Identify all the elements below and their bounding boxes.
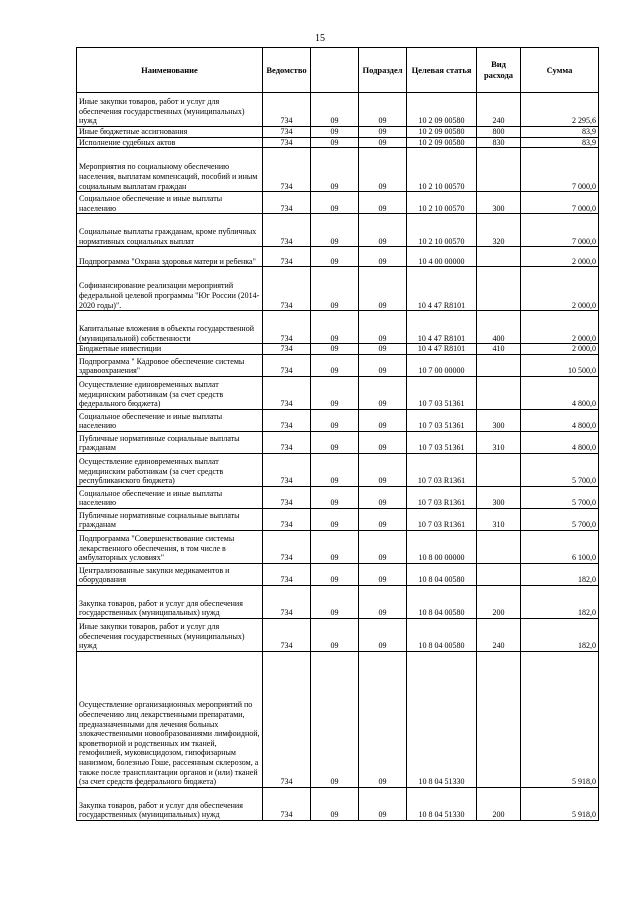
row-section-cell: 09 xyxy=(311,530,359,563)
row-section-cell: 09 xyxy=(311,214,359,247)
row-expense-type-cell: 240 xyxy=(477,93,521,127)
row-subsection-cell: 09 xyxy=(359,787,407,820)
row-section-cell: 09 xyxy=(311,563,359,585)
row-department-cell: 734 xyxy=(263,354,311,376)
table-row xyxy=(77,93,599,127)
row-expense-type-cell xyxy=(477,247,521,267)
table-row xyxy=(77,530,599,563)
table-row xyxy=(77,486,599,508)
row-expense-type-cell xyxy=(477,148,521,192)
header-subsection: Подраздел xyxy=(359,48,407,93)
row-expense-type-cell: 200 xyxy=(477,585,521,618)
row-target-article-cell: 10 7 03 51361 xyxy=(407,431,477,453)
row-subsection-cell: 09 xyxy=(359,651,407,787)
row-subsection-cell: 09 xyxy=(359,453,407,486)
row-target-article-cell: 10 2 10 00570 xyxy=(407,214,477,247)
row-amount-cell: 7 000,0 xyxy=(521,214,599,247)
row-department-cell: 734 xyxy=(263,618,311,651)
header-amount: Сумма xyxy=(521,48,599,93)
row-name-cell: Закупка товаров, работ и услуг для обеспечения государственных (муниципальных) нужд xyxy=(77,787,263,820)
row-department-cell: 734 xyxy=(263,431,311,453)
row-amount-cell: 182,0 xyxy=(521,585,599,618)
row-target-article-cell: 10 2 09 00580 xyxy=(407,127,477,138)
row-department-cell: 734 xyxy=(263,376,311,409)
row-department-cell: 734 xyxy=(263,148,311,192)
row-target-article-cell: 10 7 03 51361 xyxy=(407,409,477,431)
row-target-article-cell: 10 7 03 R1361 xyxy=(407,486,477,508)
row-section-cell: 09 xyxy=(311,148,359,192)
row-subsection-cell: 09 xyxy=(359,127,407,138)
row-section-cell: 09 xyxy=(311,787,359,820)
header-section xyxy=(311,48,359,93)
table-row xyxy=(77,431,599,453)
row-amount-cell: 7 000,0 xyxy=(521,148,599,192)
row-target-article-cell: 10 7 03 R1361 xyxy=(407,453,477,486)
row-amount-cell: 5 918,0 xyxy=(521,651,599,787)
row-target-article-cell: 10 8 04 51330 xyxy=(407,651,477,787)
row-section-cell: 09 xyxy=(311,354,359,376)
row-amount-cell: 5 918,0 xyxy=(521,787,599,820)
row-target-article-cell: 10 8 04 00580 xyxy=(407,563,477,585)
row-amount-cell: 2 295,6 xyxy=(521,93,599,127)
row-target-article-cell: 10 8 00 00000 xyxy=(407,530,477,563)
table-row xyxy=(77,127,599,138)
row-section-cell: 09 xyxy=(311,651,359,787)
row-target-article-cell: 10 2 10 00570 xyxy=(407,148,477,192)
row-subsection-cell: 09 xyxy=(359,344,407,355)
row-target-article-cell: 10 4 47 R8101 xyxy=(407,311,477,344)
row-section-cell: 09 xyxy=(311,431,359,453)
row-amount-cell: 2 000,0 xyxy=(521,267,599,311)
row-name-cell: Бюджетные инвестиции xyxy=(77,344,263,355)
row-name-cell: Социальное обеспечение и иные выплаты населению xyxy=(77,409,263,431)
table-row xyxy=(77,563,599,585)
row-section-cell: 09 xyxy=(311,508,359,530)
row-subsection-cell: 09 xyxy=(359,563,407,585)
row-section-cell: 09 xyxy=(311,247,359,267)
row-department-cell: 734 xyxy=(263,192,311,214)
budget-table xyxy=(76,47,599,821)
row-name-cell: Капитальные вложения в объекты государственной (муниципальной) собственности xyxy=(77,311,263,344)
row-subsection-cell: 09 xyxy=(359,409,407,431)
row-section-cell: 09 xyxy=(311,453,359,486)
row-name-cell: Иные закупки товаров, работ и услуг для обеспечения государственных (муниципальных) нужд xyxy=(77,618,263,651)
row-target-article-cell: 10 8 04 00580 xyxy=(407,585,477,618)
row-expense-type-cell: 310 xyxy=(477,508,521,530)
row-target-article-cell: 10 7 03 R1361 xyxy=(407,508,477,530)
row-name-cell: Исполнение судебных актов xyxy=(77,137,263,148)
row-expense-type-cell: 300 xyxy=(477,486,521,508)
row-name-cell: Подпрограмма " Кадровое обеспечение системы здравоохранения" xyxy=(77,354,263,376)
row-name-cell: Подпрограмма "Охрана здоровья матери и ребенка" xyxy=(77,247,263,267)
table-row xyxy=(77,247,599,267)
row-department-cell: 734 xyxy=(263,409,311,431)
row-section-cell: 09 xyxy=(311,376,359,409)
row-department-cell: 734 xyxy=(263,214,311,247)
row-target-article-cell: 10 2 09 00580 xyxy=(407,137,477,148)
row-subsection-cell: 09 xyxy=(359,148,407,192)
row-target-article-cell: 10 2 10 00570 xyxy=(407,192,477,214)
row-name-cell: Публичные нормативные социальные выплаты гражданам xyxy=(77,508,263,530)
row-name-cell: Социальное обеспечение и иные выплаты населению xyxy=(77,486,263,508)
row-section-cell: 09 xyxy=(311,311,359,344)
row-department-cell: 734 xyxy=(263,344,311,355)
row-amount-cell: 7 000,0 xyxy=(521,192,599,214)
row-amount-cell: 5 700,0 xyxy=(521,508,599,530)
row-expense-type-cell: 320 xyxy=(477,214,521,247)
header-target-article: Целевая статья xyxy=(407,48,477,93)
row-department-cell: 734 xyxy=(263,453,311,486)
row-amount-cell: 4 800,0 xyxy=(521,431,599,453)
row-amount-cell: 2 000,0 xyxy=(521,344,599,355)
table-row xyxy=(77,267,599,311)
row-department-cell: 734 xyxy=(263,127,311,138)
row-amount-cell: 10 500,0 xyxy=(521,354,599,376)
row-department-cell: 734 xyxy=(263,508,311,530)
row-section-cell: 09 xyxy=(311,486,359,508)
row-expense-type-cell: 800 xyxy=(477,127,521,138)
row-department-cell: 734 xyxy=(263,137,311,148)
row-subsection-cell: 09 xyxy=(359,93,407,127)
table-body xyxy=(77,93,599,821)
row-amount-cell: 2 000,0 xyxy=(521,311,599,344)
table-row xyxy=(77,651,599,787)
row-target-article-cell: 10 8 04 51330 xyxy=(407,787,477,820)
row-amount-cell: 182,0 xyxy=(521,563,599,585)
row-name-cell: Мероприятия по социальному обеспечению населения, выплатам компенсаций, пособий и иным социальным выплатам граждан xyxy=(77,148,263,192)
row-name-cell: Социальное обеспечение и иные выплаты населению xyxy=(77,192,263,214)
row-section-cell: 09 xyxy=(311,192,359,214)
table-row xyxy=(77,354,599,376)
row-amount-cell: 5 700,0 xyxy=(521,453,599,486)
row-section-cell: 09 xyxy=(311,585,359,618)
table-row xyxy=(77,618,599,651)
row-section-cell: 09 xyxy=(311,344,359,355)
table-row xyxy=(77,214,599,247)
row-target-article-cell: 10 4 00 00000 xyxy=(407,247,477,267)
row-name-cell: Публичные нормативные социальные выплаты гражданам xyxy=(77,431,263,453)
row-department-cell: 734 xyxy=(263,93,311,127)
row-amount-cell: 4 800,0 xyxy=(521,409,599,431)
row-expense-type-cell xyxy=(477,651,521,787)
page-number: 15 xyxy=(315,33,325,44)
row-target-article-cell: 10 4 47 R8101 xyxy=(407,344,477,355)
header-name: Наименование xyxy=(77,48,263,93)
row-name-cell: Иные закупки товаров, работ и услуг для обеспечения государственных (муниципальных) нужд xyxy=(77,93,263,127)
table-row xyxy=(77,787,599,820)
table-row xyxy=(77,508,599,530)
table-row xyxy=(77,344,599,355)
row-expense-type-cell: 400 xyxy=(477,311,521,344)
row-subsection-cell: 09 xyxy=(359,431,407,453)
row-name-cell: Закупка товаров, работ и услуг для обеспечения государственных (муниципальных) нужд xyxy=(77,585,263,618)
table-header-row xyxy=(77,48,599,93)
row-subsection-cell: 09 xyxy=(359,311,407,344)
row-subsection-cell: 09 xyxy=(359,376,407,409)
row-amount-cell: 4 800,0 xyxy=(521,376,599,409)
row-name-cell: Осуществление единовременных выплат медицинским работникам (за счет средств федерального бюджета) xyxy=(77,376,263,409)
row-expense-type-cell xyxy=(477,530,521,563)
row-expense-type-cell: 300 xyxy=(477,192,521,214)
row-department-cell: 734 xyxy=(263,247,311,267)
row-name-cell: Социальные выплаты гражданам, кроме публичных нормативных социальных выплат xyxy=(77,214,263,247)
row-amount-cell: 5 700,0 xyxy=(521,486,599,508)
row-department-cell: 734 xyxy=(263,311,311,344)
table-row xyxy=(77,148,599,192)
row-department-cell: 734 xyxy=(263,486,311,508)
row-expense-type-cell: 410 xyxy=(477,344,521,355)
row-subsection-cell: 09 xyxy=(359,137,407,148)
row-section-cell: 09 xyxy=(311,127,359,138)
row-expense-type-cell: 200 xyxy=(477,787,521,820)
row-subsection-cell: 09 xyxy=(359,354,407,376)
row-subsection-cell: 09 xyxy=(359,214,407,247)
row-subsection-cell: 09 xyxy=(359,192,407,214)
row-section-cell: 09 xyxy=(311,267,359,311)
row-expense-type-cell xyxy=(477,267,521,311)
row-department-cell: 734 xyxy=(263,585,311,618)
row-expense-type-cell xyxy=(477,376,521,409)
row-subsection-cell: 09 xyxy=(359,530,407,563)
row-section-cell: 09 xyxy=(311,137,359,148)
row-subsection-cell: 09 xyxy=(359,486,407,508)
row-subsection-cell: 09 xyxy=(359,585,407,618)
header-expense-type: Вид расхода xyxy=(477,48,521,93)
table-row xyxy=(77,409,599,431)
row-amount-cell: 83,9 xyxy=(521,137,599,148)
row-department-cell: 734 xyxy=(263,787,311,820)
row-department-cell: 734 xyxy=(263,651,311,787)
row-name-cell: Подпрограмма "Совершенствование системы лекарственного обеспечения, в том числе в амбулаторных условиях" xyxy=(77,530,263,563)
row-target-article-cell: 10 7 00 00000 xyxy=(407,354,477,376)
row-expense-type-cell: 310 xyxy=(477,431,521,453)
table-row xyxy=(77,585,599,618)
row-subsection-cell: 09 xyxy=(359,267,407,311)
row-department-cell: 734 xyxy=(263,563,311,585)
row-target-article-cell: 10 4 47 R8101 xyxy=(407,267,477,311)
table-row xyxy=(77,192,599,214)
row-amount-cell: 2 000,0 xyxy=(521,247,599,267)
table-row xyxy=(77,453,599,486)
row-expense-type-cell xyxy=(477,354,521,376)
row-amount-cell: 6 100,0 xyxy=(521,530,599,563)
row-department-cell: 734 xyxy=(263,267,311,311)
row-subsection-cell: 09 xyxy=(359,618,407,651)
row-name-cell: Осуществление единовременных выплат медицинским работникам (за счет средств республиканского бюджета) xyxy=(77,453,263,486)
row-subsection-cell: 09 xyxy=(359,247,407,267)
row-amount-cell: 182,0 xyxy=(521,618,599,651)
row-amount-cell: 83,9 xyxy=(521,127,599,138)
row-name-cell: Осуществление организационных мероприятий по обеспечению лиц лекарственными препаратами, предназначенными для лечения больных злокачественными новообразованиями лимфоидной, кроветворной и родственных им тканей, гемофилией, муковисцидозом, гипофизарным нанизмом, болезнью Гоше, рассеянным склерозом, а также после трансплантации органов и (или) тканей (за счет средств федерального бюджета) xyxy=(77,651,263,787)
row-expense-type-cell: 240 xyxy=(477,618,521,651)
row-expense-type-cell xyxy=(477,453,521,486)
row-expense-type-cell xyxy=(477,563,521,585)
header-department: Ведомство xyxy=(263,48,311,93)
table-row xyxy=(77,311,599,344)
row-section-cell: 09 xyxy=(311,93,359,127)
row-target-article-cell: 10 8 04 00580 xyxy=(407,618,477,651)
row-section-cell: 09 xyxy=(311,618,359,651)
row-name-cell: Иные бюджетные ассигнования xyxy=(77,127,263,138)
row-department-cell: 734 xyxy=(263,530,311,563)
row-section-cell: 09 xyxy=(311,409,359,431)
row-expense-type-cell: 300 xyxy=(477,409,521,431)
table-row xyxy=(77,376,599,409)
row-subsection-cell: 09 xyxy=(359,508,407,530)
row-name-cell: Софинансирование реализации мероприятий федеральной целевой программы "Юг России (2014-2020 годы)". xyxy=(77,267,263,311)
row-expense-type-cell: 830 xyxy=(477,137,521,148)
row-name-cell: Централизованные закупки медикаментов и оборудования xyxy=(77,563,263,585)
table-row xyxy=(77,137,599,148)
row-target-article-cell: 10 7 03 51361 xyxy=(407,376,477,409)
row-target-article-cell: 10 2 09 00580 xyxy=(407,93,477,127)
